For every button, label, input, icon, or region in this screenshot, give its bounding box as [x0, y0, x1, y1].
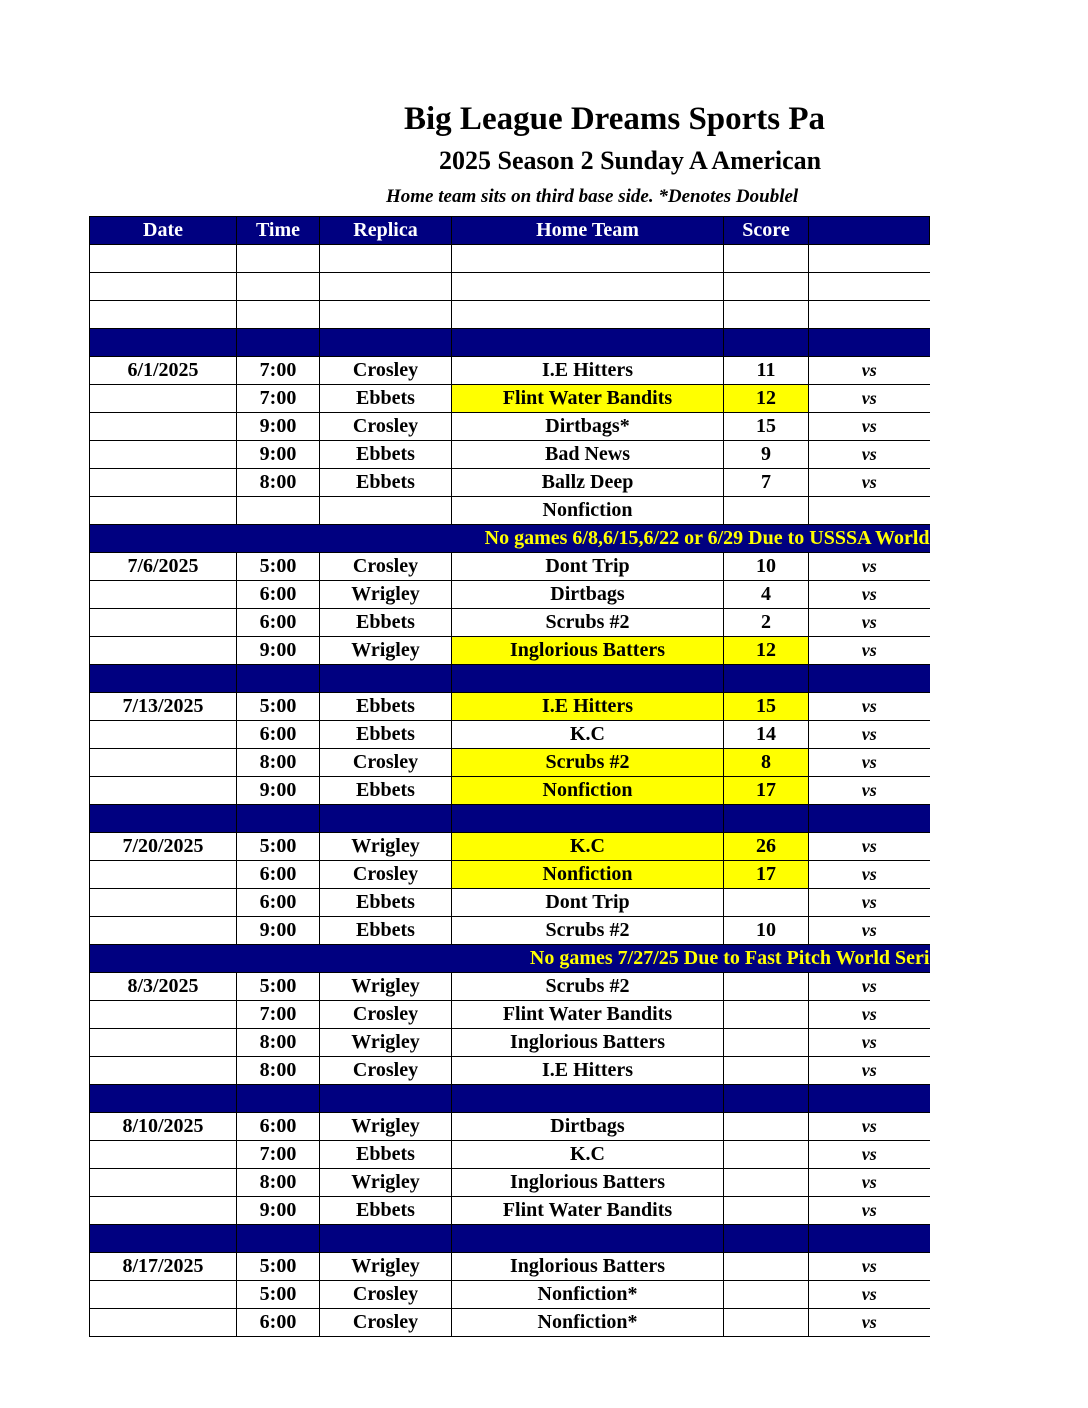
time-cell: 8:00 [237, 749, 320, 777]
home-team-cell: Dont Trip [452, 553, 724, 581]
date-cell: 8/10/2025 [90, 1113, 237, 1141]
score-cell [724, 1141, 809, 1169]
notice-banner-text: No games 6/8,6/15,6/22 or 6/29 Due to USSSA World [90, 525, 930, 553]
replica-cell: Crosley [320, 749, 452, 777]
vs-cell: vs [809, 1057, 930, 1085]
time-cell [237, 329, 320, 357]
vs-cell: vs [809, 637, 930, 665]
replica-cell [320, 1225, 452, 1253]
table-row [90, 441, 930, 469]
replica-cell: Ebbets [320, 441, 452, 469]
schedule-table [89, 216, 930, 1337]
time-cell: 5:00 [237, 553, 320, 581]
replica-cell: Wrigley [320, 1169, 452, 1197]
home-team-cell: Flint Water Bandits [452, 1197, 724, 1225]
time-cell: 7:00 [237, 385, 320, 413]
score-cell [724, 245, 809, 273]
vs-cell [809, 273, 930, 301]
time-cell: 6:00 [237, 721, 320, 749]
score-cell: 15 [724, 693, 809, 721]
table-header-row [90, 217, 930, 245]
vs-cell: vs [809, 1169, 930, 1197]
home-team-cell: K.C [452, 721, 724, 749]
vs-cell: vs [809, 777, 930, 805]
date-cell [90, 1057, 237, 1085]
score-cell [724, 665, 809, 693]
home-team-cell: Nonfiction* [452, 1281, 724, 1309]
home-team-cell [452, 805, 724, 833]
replica-cell: Ebbets [320, 469, 452, 497]
home-team-cell: Scrubs #2 [452, 609, 724, 637]
table-row [90, 861, 930, 889]
score-cell: 26 [724, 833, 809, 861]
vs-cell: vs [809, 1001, 930, 1029]
replica-cell: Wrigley [320, 1113, 452, 1141]
notice-banner-row [90, 525, 930, 553]
date-cell [90, 1085, 237, 1113]
vs-cell: vs [809, 1141, 930, 1169]
schedule-note: Home team sits on third base side. *Denotes Doublel [386, 186, 799, 207]
schedule-body [90, 245, 930, 1337]
home-team-cell: Scrubs #2 [452, 749, 724, 777]
time-cell: 7:00 [237, 1141, 320, 1169]
table-row [90, 693, 930, 721]
col-header-time: Time [237, 217, 320, 245]
replica-cell: Crosley [320, 861, 452, 889]
vs-cell: vs [809, 861, 930, 889]
time-cell: 9:00 [237, 637, 320, 665]
date-cell [90, 469, 237, 497]
date-cell [90, 385, 237, 413]
vs-cell [809, 665, 930, 693]
home-team-cell: K.C [452, 1141, 724, 1169]
score-cell: 17 [724, 861, 809, 889]
time-cell: 6:00 [237, 861, 320, 889]
time-cell [237, 273, 320, 301]
time-cell: 9:00 [237, 441, 320, 469]
date-cell [90, 861, 237, 889]
time-cell [237, 245, 320, 273]
date-cell [90, 777, 237, 805]
table-row [90, 413, 930, 441]
time-cell [237, 1225, 320, 1253]
replica-cell [320, 329, 452, 357]
score-cell [724, 273, 809, 301]
time-cell: 8:00 [237, 1029, 320, 1057]
date-cell: 7/20/2025 [90, 833, 237, 861]
time-cell: 6:00 [237, 889, 320, 917]
date-cell [90, 609, 237, 637]
score-cell [724, 1253, 809, 1281]
separator-row [90, 1085, 930, 1113]
date-cell [90, 1001, 237, 1029]
vs-cell: vs [809, 441, 930, 469]
time-cell: 5:00 [237, 973, 320, 1001]
col-header-vs [809, 217, 930, 245]
date-cell [90, 413, 237, 441]
vs-cell: vs [809, 469, 930, 497]
date-cell: 7/13/2025 [90, 693, 237, 721]
table-row [90, 1197, 930, 1225]
replica-cell: Wrigley [320, 1029, 452, 1057]
replica-cell: Ebbets [320, 889, 452, 917]
score-cell: 15 [724, 413, 809, 441]
replica-cell [320, 497, 452, 525]
date-cell [90, 1281, 237, 1309]
time-cell: 9:00 [237, 413, 320, 441]
table-row [90, 917, 930, 945]
score-cell [724, 1225, 809, 1253]
vs-cell: vs [809, 581, 930, 609]
time-cell: 8:00 [237, 469, 320, 497]
vs-cell [809, 329, 930, 357]
vs-cell: vs [809, 917, 930, 945]
replica-cell: Ebbets [320, 609, 452, 637]
date-cell [90, 1309, 237, 1337]
date-cell: 8/17/2025 [90, 1253, 237, 1281]
score-cell [724, 1169, 809, 1197]
vs-cell: vs [809, 553, 930, 581]
replica-cell: Ebbets [320, 777, 452, 805]
home-team-cell [452, 245, 724, 273]
date-cell [90, 637, 237, 665]
time-cell: 8:00 [237, 1169, 320, 1197]
home-team-cell: Dirtbags [452, 581, 724, 609]
page-subtitle: 2025 Season 2 Sunday A American [439, 146, 822, 175]
table-row [90, 777, 930, 805]
vs-cell [809, 497, 930, 525]
score-cell [724, 889, 809, 917]
vs-cell: vs [809, 1113, 930, 1141]
table-row [90, 973, 930, 1001]
table-row [90, 1281, 930, 1309]
date-cell [90, 1225, 237, 1253]
replica-cell: Ebbets [320, 1197, 452, 1225]
notice-banner-text: No games 7/27/25 Due to Fast Pitch World Seri [90, 945, 930, 973]
time-cell: 9:00 [237, 1197, 320, 1225]
score-cell [724, 497, 809, 525]
empty-row [90, 301, 930, 329]
table-row [90, 749, 930, 777]
vs-cell: vs [809, 413, 930, 441]
home-team-cell: Bad News [452, 441, 724, 469]
date-cell [90, 917, 237, 945]
time-cell [237, 301, 320, 329]
date-cell [90, 665, 237, 693]
vs-cell: vs [809, 1281, 930, 1309]
home-team-cell: Scrubs #2 [452, 917, 724, 945]
table-row [90, 637, 930, 665]
home-team-cell: I.E Hitters [452, 1057, 724, 1085]
time-cell: 9:00 [237, 777, 320, 805]
replica-cell: Ebbets [320, 693, 452, 721]
time-cell: 5:00 [237, 833, 320, 861]
time-cell [237, 665, 320, 693]
replica-cell: Crosley [320, 553, 452, 581]
vs-cell: vs [809, 357, 930, 385]
separator-row [90, 329, 930, 357]
home-team-cell: Inglorious Batters [452, 1169, 724, 1197]
time-cell: 8:00 [237, 1057, 320, 1085]
home-team-cell [452, 1225, 724, 1253]
home-team-cell: Nonfiction* [452, 1309, 724, 1337]
table-row [90, 1141, 930, 1169]
home-team-cell [452, 301, 724, 329]
date-cell: 6/1/2025 [90, 357, 237, 385]
date-cell [90, 1029, 237, 1057]
replica-cell: Ebbets [320, 385, 452, 413]
time-cell: 5:00 [237, 693, 320, 721]
time-cell: 6:00 [237, 1113, 320, 1141]
replica-cell: Crosley [320, 413, 452, 441]
vs-cell: vs [809, 1197, 930, 1225]
score-cell: 10 [724, 917, 809, 945]
vs-cell [809, 245, 930, 273]
col-header-replica: Replica [320, 217, 452, 245]
home-team-cell: Dirtbags* [452, 413, 724, 441]
vs-cell: vs [809, 609, 930, 637]
date-cell [90, 301, 237, 329]
score-cell [724, 1281, 809, 1309]
table-row [90, 1309, 930, 1337]
table-row [90, 1057, 930, 1085]
home-team-cell: Inglorious Batters [452, 1029, 724, 1057]
vs-cell [809, 805, 930, 833]
replica-cell: Wrigley [320, 1253, 452, 1281]
score-cell: 8 [724, 749, 809, 777]
replica-cell: Ebbets [320, 721, 452, 749]
empty-row [90, 245, 930, 273]
home-team-cell [452, 665, 724, 693]
vs-cell: vs [809, 1029, 930, 1057]
replica-cell: Crosley [320, 1057, 452, 1085]
replica-cell [320, 1085, 452, 1113]
home-team-cell: K.C [452, 833, 724, 861]
vs-cell: vs [809, 833, 930, 861]
home-team-cell: Nonfiction [452, 497, 724, 525]
table-row [90, 889, 930, 917]
replica-cell: Wrigley [320, 973, 452, 1001]
score-cell [724, 301, 809, 329]
home-team-cell [452, 1085, 724, 1113]
score-cell: 4 [724, 581, 809, 609]
time-cell: 6:00 [237, 1309, 320, 1337]
date-cell [90, 1169, 237, 1197]
home-team-cell: Nonfiction [452, 861, 724, 889]
vs-cell [809, 1085, 930, 1113]
score-cell: 17 [724, 777, 809, 805]
replica-cell [320, 665, 452, 693]
home-team-cell: Nonfiction [452, 777, 724, 805]
separator-row [90, 665, 930, 693]
score-cell: 10 [724, 553, 809, 581]
col-header-date: Date [90, 217, 237, 245]
date-cell [90, 273, 237, 301]
home-team-cell: Ballz Deep [452, 469, 724, 497]
replica-cell: Wrigley [320, 581, 452, 609]
table-row [90, 609, 930, 637]
date-cell [90, 329, 237, 357]
replica-cell: Crosley [320, 1001, 452, 1029]
time-cell: 7:00 [237, 1001, 320, 1029]
replica-cell: Crosley [320, 1309, 452, 1337]
score-cell: 12 [724, 385, 809, 413]
home-team-cell: Dirtbags [452, 1113, 724, 1141]
home-team-cell: Dont Trip [452, 889, 724, 917]
date-cell: 8/3/2025 [90, 973, 237, 1001]
time-cell: 9:00 [237, 917, 320, 945]
replica-cell: Wrigley [320, 833, 452, 861]
date-cell [90, 497, 237, 525]
table-row [90, 469, 930, 497]
vs-cell: vs [809, 721, 930, 749]
date-cell [90, 441, 237, 469]
table-row [90, 721, 930, 749]
home-team-cell: Inglorious Batters [452, 1253, 724, 1281]
table-row [90, 1169, 930, 1197]
home-team-cell [452, 329, 724, 357]
score-cell [724, 1197, 809, 1225]
date-cell: 7/6/2025 [90, 553, 237, 581]
time-cell [237, 1085, 320, 1113]
empty-row [90, 273, 930, 301]
home-team-cell: I.E Hitters [452, 693, 724, 721]
vs-cell [809, 301, 930, 329]
table-row [90, 1113, 930, 1141]
table-row [90, 385, 930, 413]
vs-cell: vs [809, 1309, 930, 1337]
score-cell [724, 973, 809, 1001]
home-team-cell: Flint Water Bandits [452, 1001, 724, 1029]
date-cell [90, 721, 237, 749]
time-cell: 6:00 [237, 609, 320, 637]
score-cell [724, 1309, 809, 1337]
score-cell: 12 [724, 637, 809, 665]
date-cell [90, 1197, 237, 1225]
vs-cell: vs [809, 889, 930, 917]
col-header-home-team: Home Team [452, 217, 724, 245]
replica-cell: Crosley [320, 357, 452, 385]
table-row [90, 553, 930, 581]
score-cell: 11 [724, 357, 809, 385]
col-header-score: Score [724, 217, 809, 245]
table-row [90, 1029, 930, 1057]
date-cell [90, 889, 237, 917]
home-team-cell: Scrubs #2 [452, 973, 724, 1001]
replica-cell: Crosley [320, 1281, 452, 1309]
vs-cell: vs [809, 973, 930, 1001]
score-cell [724, 805, 809, 833]
page-title: Big League Dreams Sports Pa [404, 101, 826, 137]
date-cell [90, 749, 237, 777]
vs-cell: vs [809, 1253, 930, 1281]
replica-cell: Ebbets [320, 917, 452, 945]
time-cell: 6:00 [237, 581, 320, 609]
time-cell [237, 805, 320, 833]
vs-cell [809, 1225, 930, 1253]
table-row [90, 833, 930, 861]
score-cell: 14 [724, 721, 809, 749]
score-cell [724, 1057, 809, 1085]
time-cell: 7:00 [237, 357, 320, 385]
table-row [90, 497, 930, 525]
score-cell: 7 [724, 469, 809, 497]
replica-cell [320, 273, 452, 301]
table-row [90, 1253, 930, 1281]
vs-cell: vs [809, 693, 930, 721]
replica-cell: Wrigley [320, 637, 452, 665]
score-cell [724, 1029, 809, 1057]
notice-banner-row [90, 945, 930, 973]
replica-cell: Ebbets [320, 1141, 452, 1169]
home-team-cell: Inglorious Batters [452, 637, 724, 665]
date-cell [90, 581, 237, 609]
separator-row [90, 805, 930, 833]
score-cell [724, 1085, 809, 1113]
home-team-cell: I.E Hitters [452, 357, 724, 385]
home-team-cell: Flint Water Bandits [452, 385, 724, 413]
time-cell [237, 497, 320, 525]
score-cell [724, 1001, 809, 1029]
table-row [90, 581, 930, 609]
date-cell [90, 245, 237, 273]
table-row [90, 1001, 930, 1029]
date-cell [90, 1141, 237, 1169]
time-cell: 5:00 [237, 1253, 320, 1281]
vs-cell: vs [809, 749, 930, 777]
replica-cell [320, 805, 452, 833]
date-cell [90, 805, 237, 833]
replica-cell [320, 245, 452, 273]
score-cell [724, 1113, 809, 1141]
table-row [90, 357, 930, 385]
time-cell: 5:00 [237, 1281, 320, 1309]
score-cell [724, 329, 809, 357]
separator-row [90, 1225, 930, 1253]
home-team-cell [452, 273, 724, 301]
replica-cell [320, 301, 452, 329]
vs-cell: vs [809, 385, 930, 413]
score-cell: 2 [724, 609, 809, 637]
score-cell: 9 [724, 441, 809, 469]
